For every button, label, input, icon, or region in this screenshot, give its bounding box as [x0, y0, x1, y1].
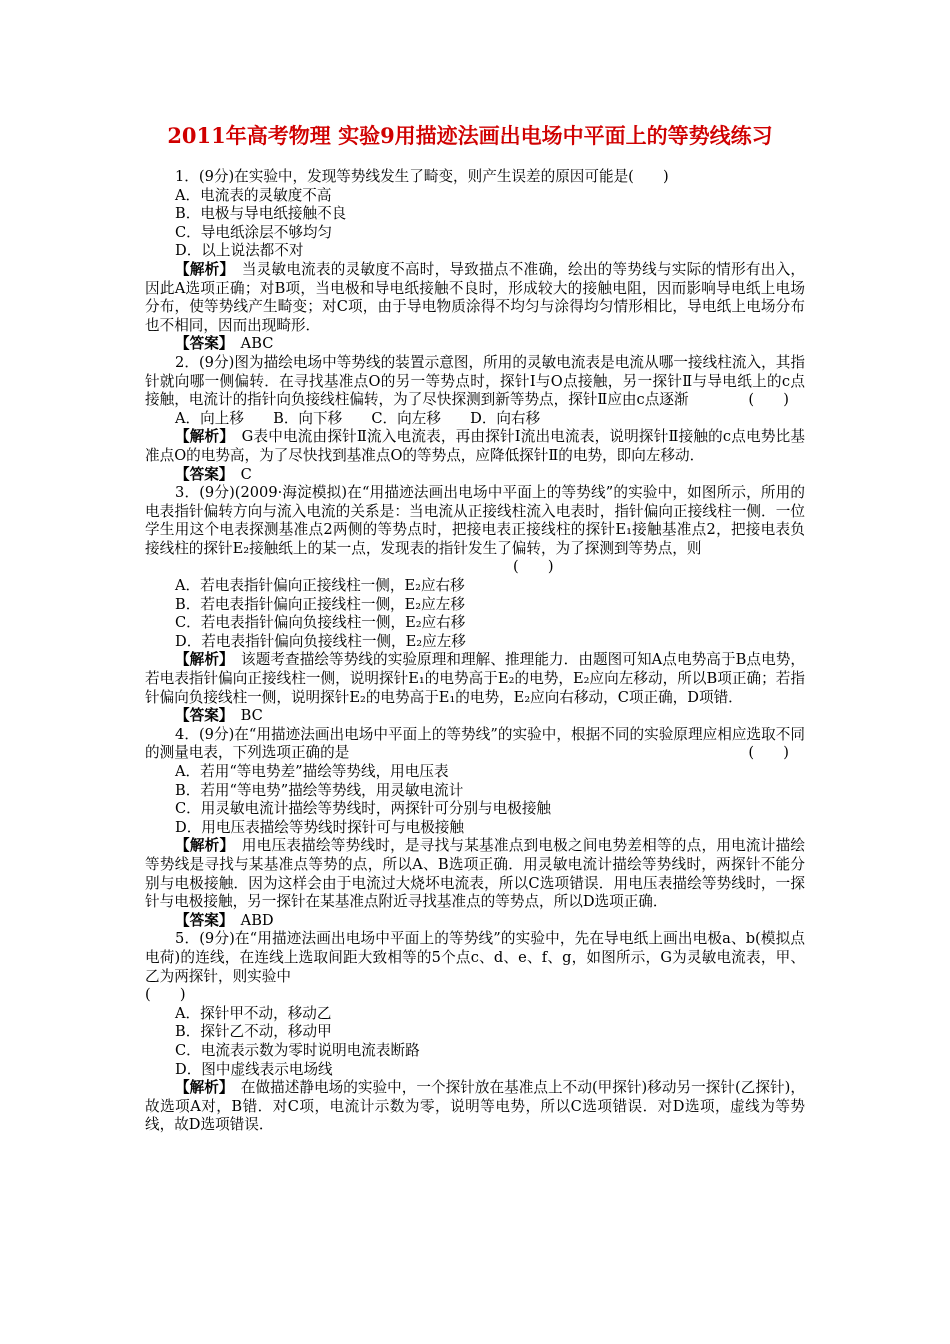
question-5-option-c: C．电流表示数为零时说明电流表断路 [175, 1041, 420, 1059]
question-2-answer [145, 466, 805, 485]
question-4-option-c: C．用灵敏电流计描绘等势线时，两探针可分别与电极接触 [175, 800, 552, 818]
analysis-tag: 【解析】 [175, 1079, 227, 1097]
analysis-text: 当灵敏电流表的灵敏度不高时，导致描点不准确，绘出的等势线与实际的情形有出入，因此A选项正确；对B项，当电极和导电纸接触不良时，形成较大的接触电阻，因而影响导电纸上电场分布，使等势线产生畸变；对C项，由于导电物质涂得不均匀与涂得均匀情形相比，导电纸上电场分布也不相同，因而出现畸形． [145, 260, 805, 334]
document-body [145, 168, 805, 1135]
question-1-answer [145, 335, 805, 354]
question-4-stem: 4．(9分)在“用描迹法画出电场中平面上的等势线”的实验中，根据不同的实验原理应相应选取不同的测量电表，下列选项正确的是 [145, 725, 805, 762]
question-4-analysis [145, 837, 805, 911]
question-4-answer [145, 912, 805, 931]
question-3-stem: 3．(9分)(2009·海淀模拟)在“用描迹法画出电场中平面上的等势线”的实验中，如图所示，所用的电表指针偏转方向与流入电流的关系是：当电流从正接线柱流入电表时，指针偏向正接线柱一侧．一位学生用这个电表探测基准点2两侧的等势点时，把接电表正接线柱的探针E₁接触基准点2，把接电表负接线柱的探针E₂接触纸上的某一点，发现表的指针发生了偏转，为了探测到等势点，则 [145, 484, 805, 557]
question-1-option-b: B．电极与导电纸接触不良 [175, 205, 347, 223]
question-4-option-a: A．若用“等电势差”描绘等势线，用电压表 [175, 763, 449, 780]
analysis-text: 在做描述静电场的实验中，一个探针放在基准点上不动(甲探针)移动另一探针(乙探针)，故选项A对，B错．对C项，电流计示数为零，说明等电势，所以C选项错误．对D选项，虚线为等势线，故D选项错误． [145, 1079, 805, 1134]
question-1-stem: 1．(9分)在实验中，发现等势线发生了畸变，则产生误差的原因可能是( ) [175, 168, 669, 185]
question-4-bracket: ( ) [748, 744, 789, 762]
question-1-option-a: A．电流表的灵敏度不高 [175, 186, 332, 204]
question-2-stem-text: 2．(9分)图为描绘电场中等势线的装置示意图，所用的灵敏电流表是电流从哪一接线柱流入，其指针就向哪一侧偏转．在寻找基准点O的另一等势点时，探针Ⅰ与O点接触，另一探针Ⅱ与导电纸上的c点接触，电流计的指针向负接线柱偏转，为了尽快探测到新等势点，探针Ⅱ应由c点逐渐 [145, 353, 805, 409]
answer-tag: 【答案】 [175, 465, 227, 483]
analysis-text: 用电压表描绘等势线时，是寻找与某基准点到电极之间电势差相等的点，用电流计描绘等势线是寻找与某基准点等势的点，所以A、B选项正确．用灵敏电流计描绘等势线时，两探针不能分别与电极接触．因为这样会由于电流过大烧坏电流表，所以C选项错误．用电压表描绘等势线时，一探针与电极接触，另一探针在某基准点附近寻找基准点的等势点，所以D选项正确． [145, 837, 805, 911]
answer-text: ABD [226, 911, 274, 929]
question-5-option-a: A．探针甲不动，移动乙 [175, 1004, 332, 1022]
answer-text: C [226, 465, 252, 483]
question-3-option-d: D．若电表指针偏向负接线柱一侧，E₂应左移 [175, 632, 466, 650]
question-3-bracket: ( ) [513, 558, 554, 576]
document-title: 2011年高考物理 实验9用描迹法画出电场中平面上的等势线练习 [167, 123, 773, 148]
question-4-option-d: D．用电压表描绘等势线时探针可与电极接触 [175, 818, 464, 836]
analysis-tag: 【解析】 [175, 428, 227, 446]
answer-tag: 【答案】 [175, 911, 227, 929]
answer-tag: 【答案】 [175, 707, 227, 725]
question-5-analysis [145, 1079, 805, 1135]
question-2-analysis [145, 428, 805, 465]
question-2-options: A．向上移 B．向下移 C．向左移 D．向右移 [175, 409, 541, 427]
question-5-stem: 5．(9分)在“用描迹法画出电场中平面上的等势线”的实验中，先在导电纸上画出电极a、b(模拟点电荷)的连线，在连线上选取间距大致相等的5个点c、d、e、f、g，如图所示，G为灵敏电流表，甲、乙为两探针，则实验中 [145, 930, 805, 985]
analysis-text: G表中电流由探针Ⅱ流入电流表，再由探针Ⅰ流出电流表，说明探针Ⅱ接触的c点电势比基准点O的电势高，为了尽快找到基准点O的等势点，应降低探针Ⅱ的电势，即向左移动． [145, 428, 805, 464]
question-4-option-b: B．若用“等电势”描绘等势线，用灵敏电流计 [175, 781, 464, 799]
analysis-tag: 【解析】 [175, 260, 228, 278]
question-3-option-c: C．若电表指针偏向负接线柱一侧，E₂应右移 [175, 614, 466, 632]
question-3-option-a: A．若电表指针偏向正接线柱一侧，E₂应右移 [175, 577, 465, 595]
analysis-tag: 【解析】 [175, 651, 227, 669]
analysis-text: 该题考查描绘等势线的实验原理和理解、推理能力．由题图可知A点电势高于B点电势，若电表指针偏向正接线柱一侧，说明探针E₁的电势高于E₂的电势，E₂应向左移动，所以B项正确；若指针偏向负接线柱一侧，说明探针E₂的电势高于E₁的电势，E₂应向右移动，C项正确，D项错． [145, 651, 805, 706]
question-5-option-b: B．探针乙不动，移动甲 [175, 1023, 332, 1041]
answer-tag: 【答案】 [175, 335, 227, 353]
question-5-bracket: ( ) [145, 986, 186, 1004]
question-2-bracket: ( ) [748, 391, 789, 409]
question-3-answer [145, 707, 805, 726]
answer-text: BC [226, 707, 263, 725]
question-1-analysis [145, 261, 805, 335]
question-3-analysis [145, 651, 805, 707]
question-1-option-d: D．以上说法都不对 [175, 242, 304, 260]
question-5-option-d: D．图中虚线表示电场线 [175, 1060, 333, 1078]
question-3-option-b: B．若电表指针偏向正接线柱一侧，E₂应左移 [175, 595, 465, 613]
question-1-option-c: C．导电纸涂层不够均匀 [175, 223, 333, 241]
analysis-tag: 【解析】 [175, 837, 228, 855]
answer-text: ABC [226, 335, 274, 353]
